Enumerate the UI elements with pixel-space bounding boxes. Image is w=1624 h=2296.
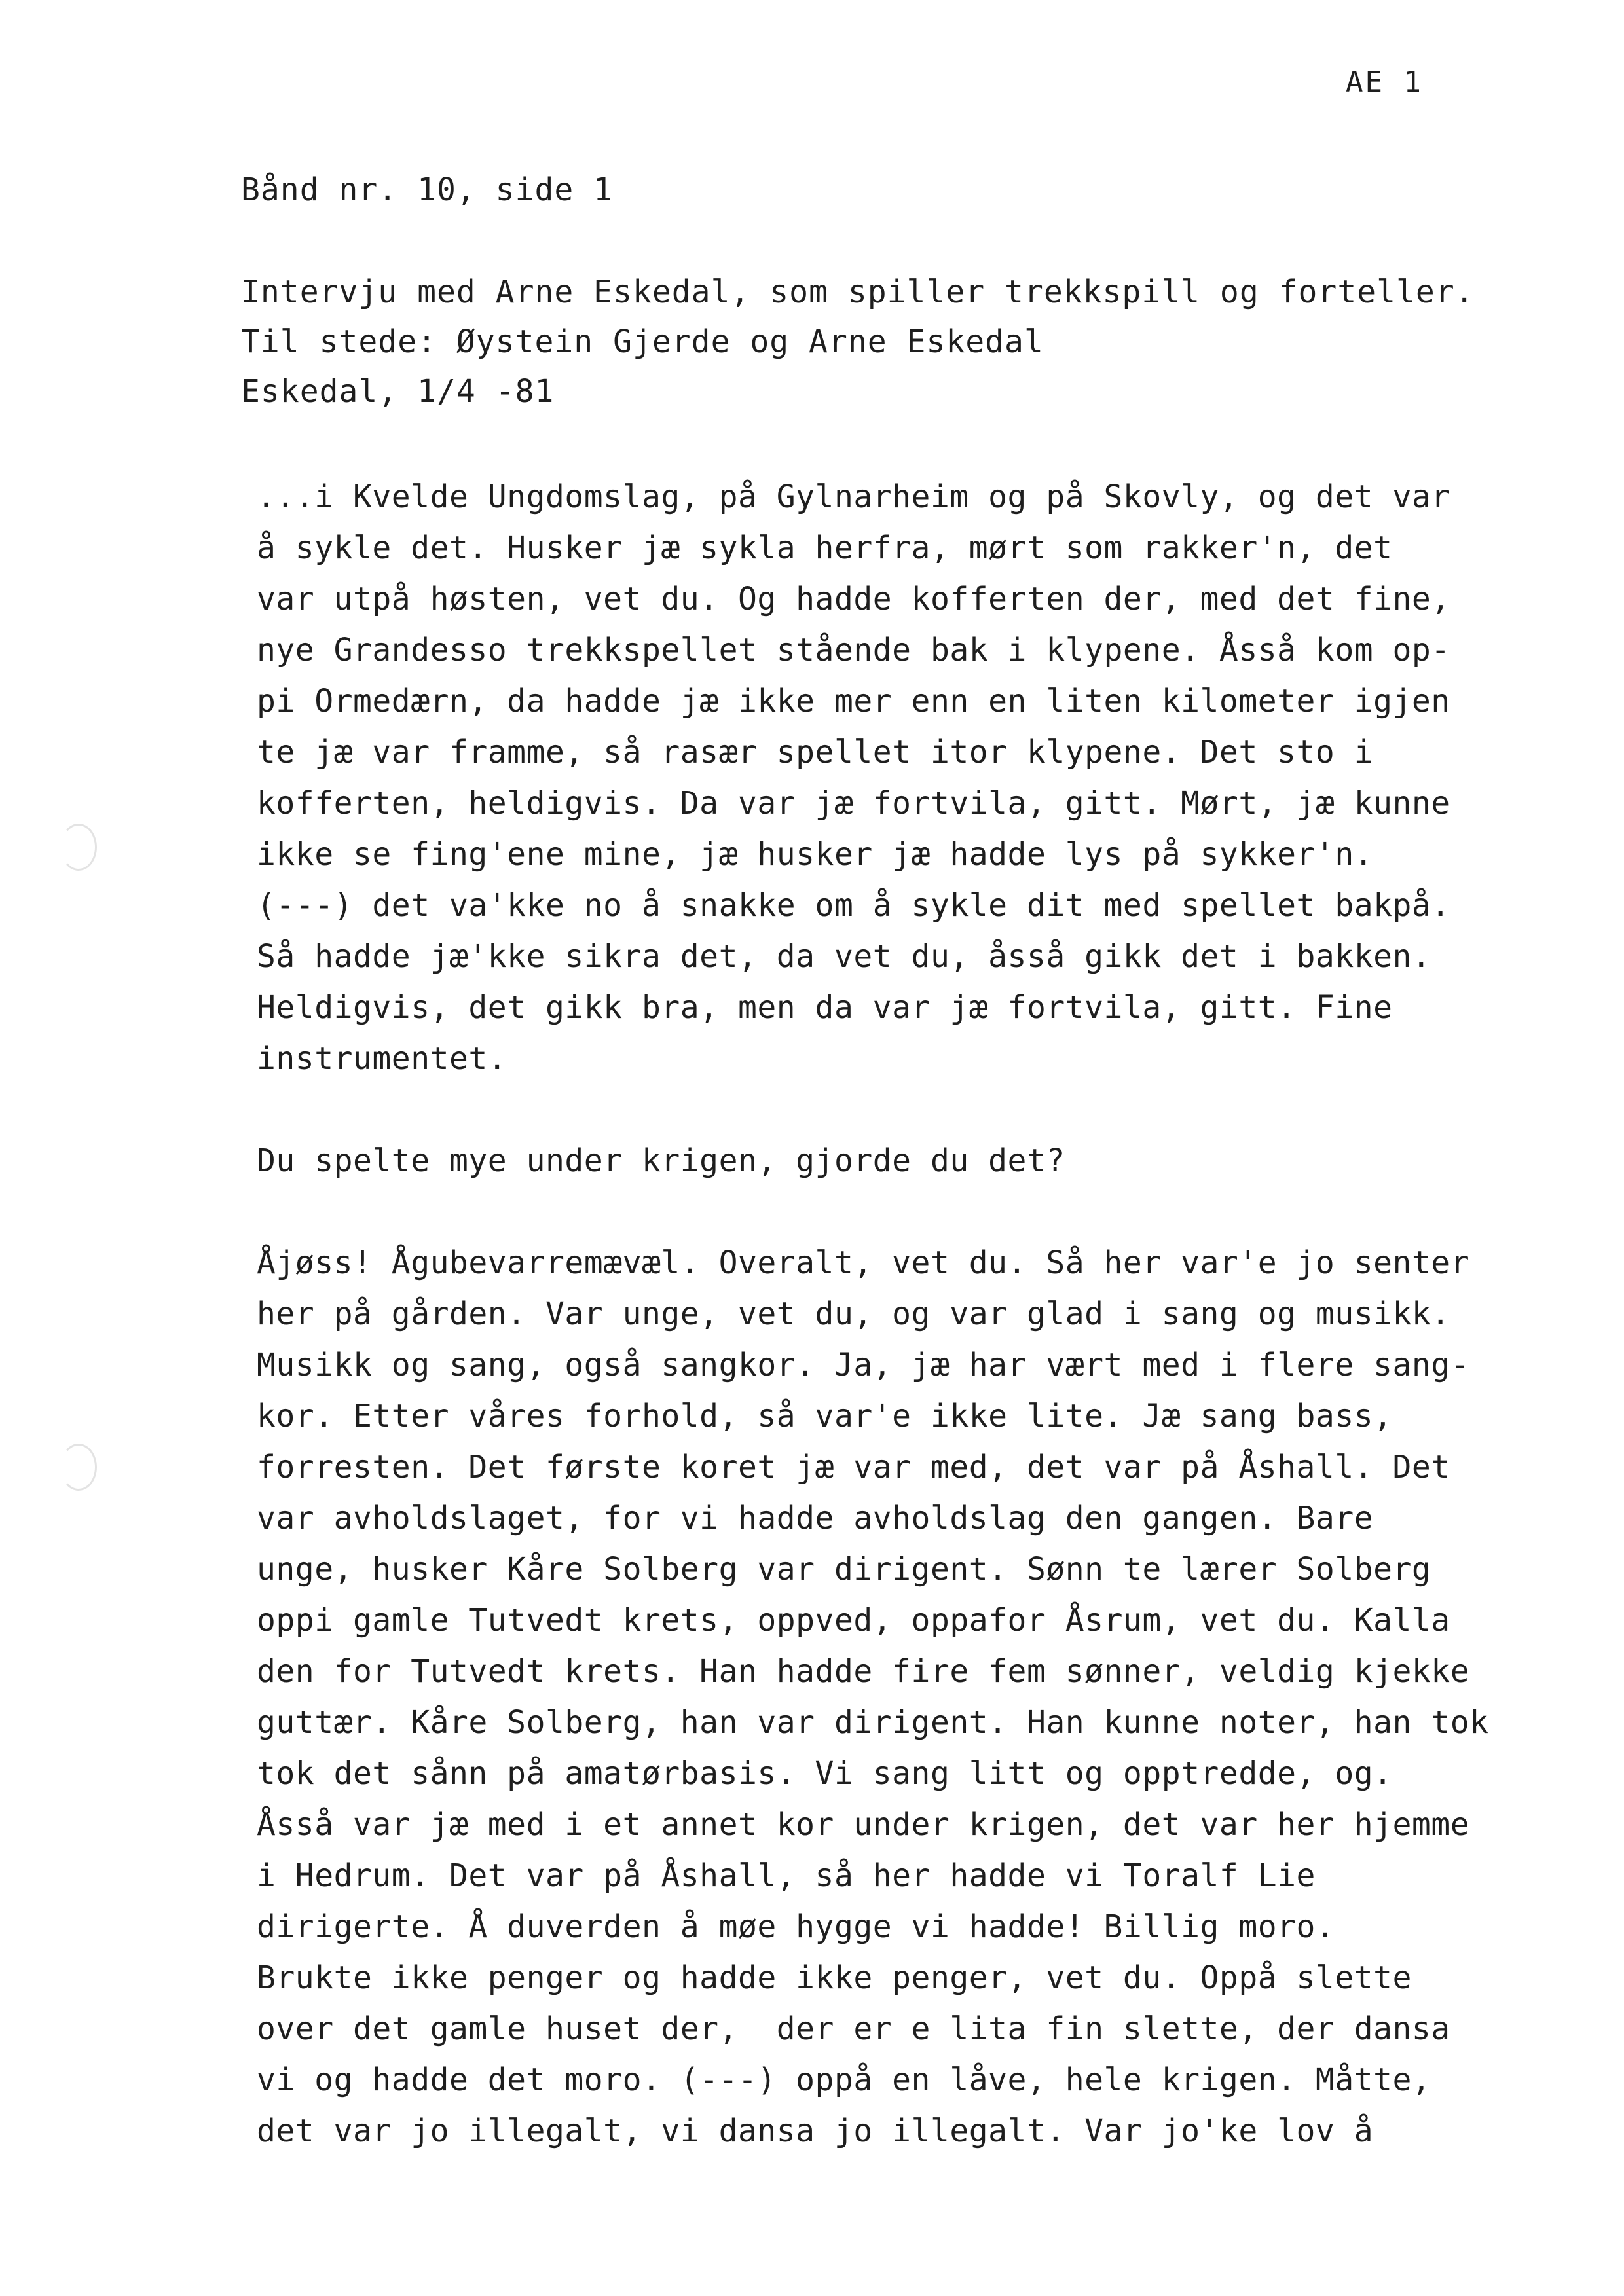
text-line: her på gården. Var unge, vet du, og var glad i sang og musikk.: [257, 1296, 1450, 1332]
interviewer-question: Du spelte mye under krigen, gjorde du det?: [257, 1142, 1065, 1179]
text-line: det var jo illegalt, vi dansa jo illegalt. Var jo'ke lov å: [257, 2113, 1374, 2149]
text-line: ...i Kvelde Ungdomslag, på Gylnarheim og på Skovly, og det var: [257, 479, 1450, 515]
punch-hole-top: [60, 824, 97, 871]
intro-line: Intervju med Arne Eskedal, som spiller trekkspill og forteller.: [241, 274, 1475, 310]
text-line: Åjøss! Ågubevarremævæl. Overalt, vet du. Så her var'e jo senter: [257, 1245, 1470, 1281]
text-line: nye Grandesso trekkspellet stående bak i klypene. Åsså kom op-: [257, 632, 1450, 668]
tape-label: Bånd nr. 10, side 1: [241, 172, 614, 208]
blank-line: [257, 1084, 1586, 1135]
blank-line: [257, 1186, 1586, 1237]
intro-line: Eskedal, 1/4 -81: [241, 373, 555, 410]
text-line: instrumentet.: [257, 1040, 507, 1077]
text-line: unge, husker Kåre Solberg var dirigent. Sønn te lærer Solberg: [257, 1551, 1431, 1588]
text-line: Heldigvis, det gikk bra, men da var jæ fortvila, gitt. Fine: [257, 989, 1393, 1026]
text-line: kofferten, heldigvis. Da var jæ fortvila, gitt. Mørt, jæ kunne: [257, 785, 1450, 822]
text-line: Musikk og sang, også sangkor. Ja, jæ har vært med i flere sang-: [257, 1347, 1470, 1383]
text-line: pi Ormedærn, da hadde jæ ikke mer enn en liten kilometer igjen: [257, 683, 1450, 720]
text-line: guttær. Kåre Solberg, han var dirigent. Han kunne noter, han tok: [257, 1704, 1489, 1741]
text-line: Brukte ikke penger og hadde ikke penger, vet du. Oppå slette: [257, 1959, 1412, 1996]
text-line: Åsså var jæ med i et annet kor under krigen, det var her hjemme: [257, 1806, 1470, 1843]
text-line: tok det sånn på amatørbasis. Vi sang litt og opptredde, og.: [257, 1755, 1393, 1792]
text-line: var utpå høsten, vet du. Og hadde kofferten der, med det fine,: [257, 581, 1450, 617]
text-line: den for Tutvedt krets. Han hadde fire fem sønner, veldig kjekke: [257, 1653, 1470, 1690]
text-line: forresten. Det første koret jæ var med, det var på Åshall. Det: [257, 1449, 1450, 1485]
text-line: i Hedrum. Det var på Åshall, så her hadde vi Toralf Lie: [257, 1857, 1316, 1894]
text-line: te jæ var framme, så rasær spellet itor klypene. Det sto i: [257, 734, 1374, 771]
text-line: vi og hadde det moro. (---) oppå en låve, hele krigen. Måtte,: [257, 2062, 1431, 2098]
text-line: Så hadde jæ'kke sikra det, da vet du, åsså gikk det i bakken.: [257, 938, 1431, 975]
paragraph-1: [257, 471, 1586, 1084]
text-line: over det gamle huset der, der er e lita fin slette, der dansa: [257, 2011, 1450, 2047]
text-line: dirigerte. Å duverden å møe hygge vi hadde! Billig moro.: [257, 1908, 1335, 1945]
text-line: kor. Etter våres forhold, så var'e ikke lite. Jæ sang bass,: [257, 1398, 1393, 1434]
intro-line: Til stede: Øystein Gjerde og Arne Eskedal: [241, 323, 1044, 360]
text-line: ikke se fing'ene mine, jæ husker jæ hadde lys på sykker'n.: [257, 836, 1374, 873]
text-line: oppi gamle Tutvedt krets, oppved, oppafor Åsrum, vet du. Kalla: [257, 1602, 1450, 1639]
text-line: (---) det va'kke no å snakke om å sykle dit med spellet bakpå.: [257, 887, 1450, 924]
paragraph-2: [257, 1237, 1586, 2157]
page-identifier: AE 1: [1346, 65, 1423, 99]
punch-hole-bottom: [60, 1444, 97, 1491]
text-line: var avholdslaget, for vi hadde avholdslag den gangen. Bare: [257, 1500, 1374, 1537]
transcript-body: [257, 471, 1586, 2157]
text-line: å sykle det. Husker jæ sykla herfra, mørt som rakker'n, det: [257, 530, 1393, 566]
